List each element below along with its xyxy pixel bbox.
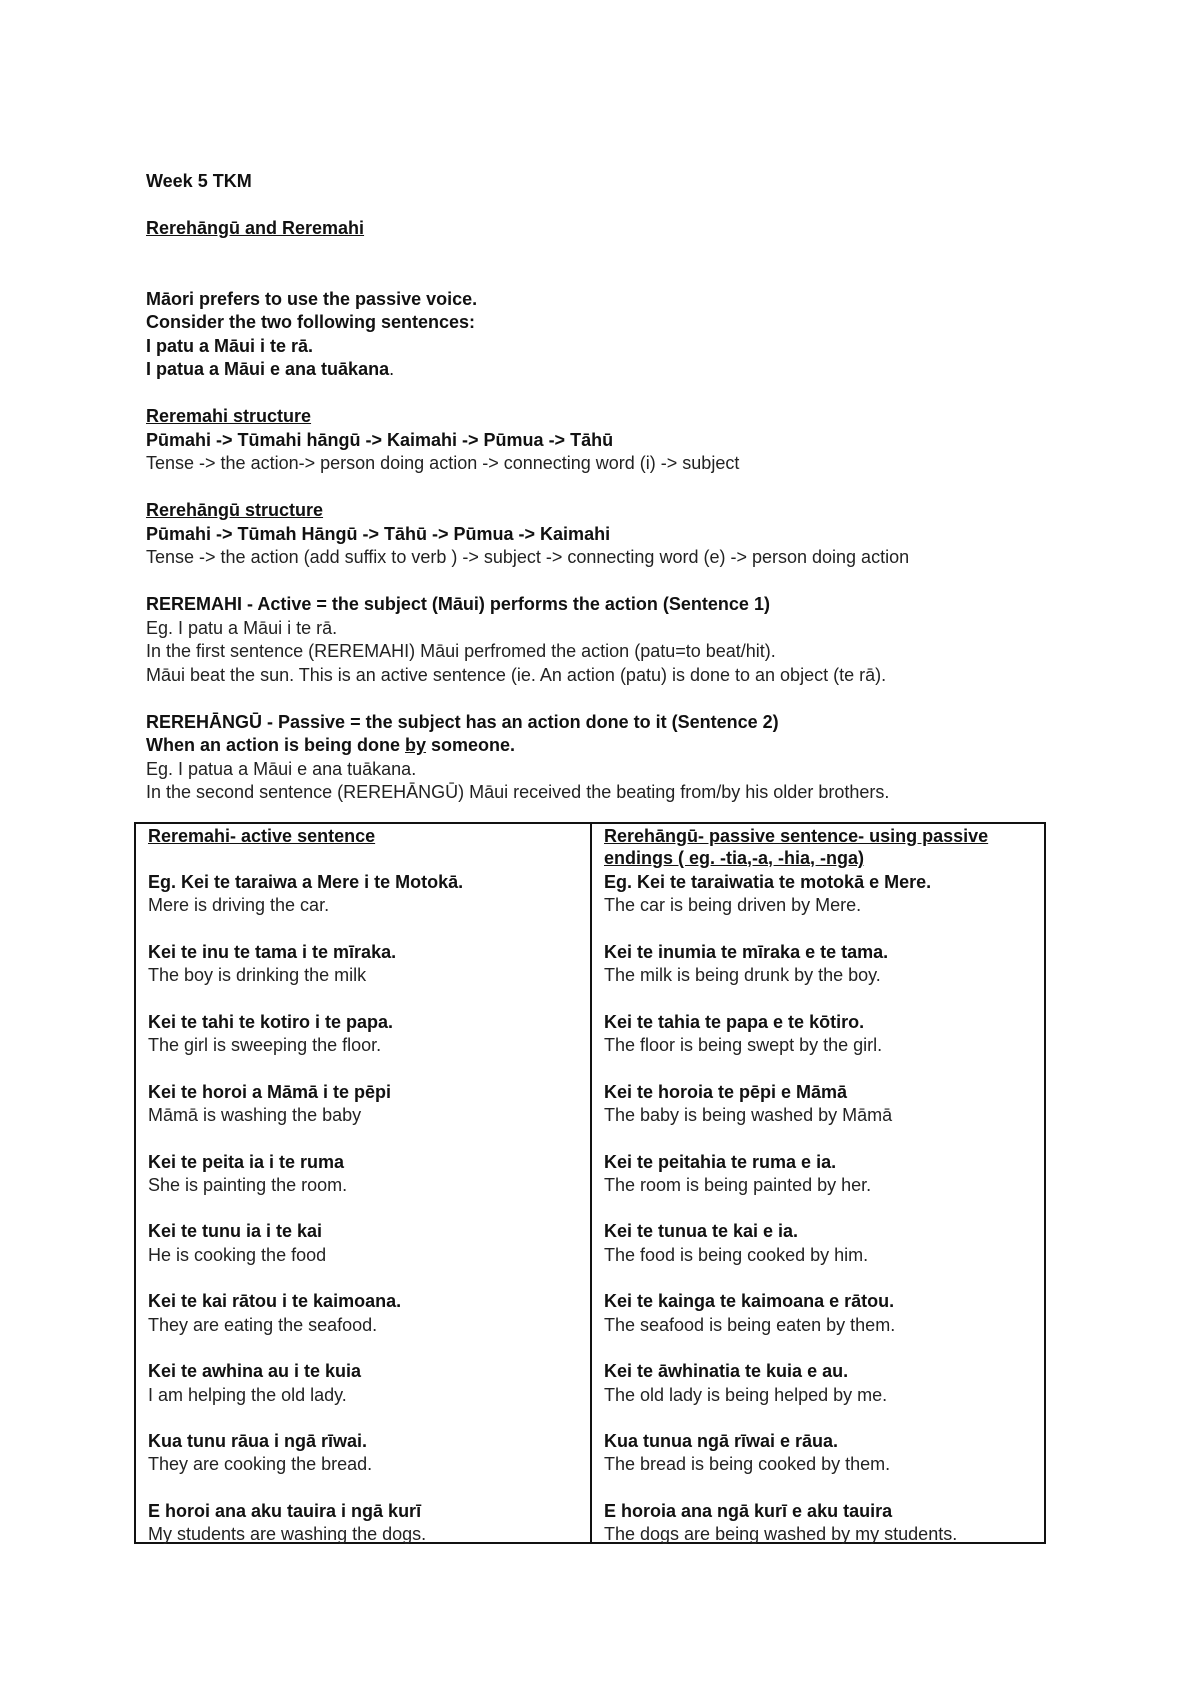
passive-subheading-by: by (405, 735, 427, 755)
active-sentence-pair (148, 1011, 580, 1058)
active-sentence-pair (148, 1151, 580, 1198)
passive-maori-sentence: E horoia ana ngā kurī e aku tauira (604, 1501, 893, 1522)
active-maori-sentence: Kei te peita ia i te ruma (148, 1151, 345, 1172)
active-maori-sentence: Kei te horoi a Māmā i te pēpi (148, 1081, 392, 1102)
passive-rows (604, 871, 1034, 1547)
passive-english-translation: The room is being painted by her. (604, 1174, 872, 1195)
passive-english-translation: The food is being cooked by him. (604, 1244, 869, 1265)
passive-sentence-pair (604, 1151, 1034, 1198)
passive-section-line-1: Eg. I patua a Māui e ana tuākana. (146, 758, 417, 779)
passive-maori-sentence: Kei te tahia te papa e te kōtiro. (604, 1011, 865, 1032)
passive-maori-sentence: Kei te peitahia te ruma e ia. (604, 1151, 837, 1172)
active-sentence-pair (148, 1430, 580, 1477)
passive-sentence-pair (604, 1081, 1034, 1128)
passive-sentence-pair (604, 1290, 1034, 1337)
active-sentence-pair (148, 1290, 580, 1337)
passive-sentence-pair (604, 1430, 1034, 1477)
active-maori-sentence: Kei te tahi te kotiro i te papa. (148, 1011, 394, 1032)
active-sentence-pair (148, 1360, 580, 1407)
active-english-translation: He is cooking the food (148, 1244, 327, 1265)
passive-english-translation: The baby is being washed by Māmā (604, 1104, 893, 1125)
active-maori-sentence: Kei te tunu ia i te kai (148, 1221, 323, 1242)
passive-column-header: Rerehāngū- passive sentence- using passive endings ( eg. -tia,-a, -hia, -nga) (604, 826, 989, 868)
intro-line-1: Māori prefers to use the passive voice. (146, 288, 478, 309)
passive-english-translation: The floor is being swept by the girl. (604, 1035, 883, 1056)
passive-sentence-pair (604, 1011, 1034, 1058)
active-section-line-1: Eg. I patu a Māui i te rā. (146, 617, 338, 638)
passive-section-heading: REREHĀNGŪ - Passive = the subject has an action done to it (Sentence 2) (146, 711, 779, 732)
rerehangu-structure-pattern: Pūmahi -> Tūmah Hāngū -> Tāhū -> Pūmua -> Kaimahi (146, 523, 611, 544)
active-sentence-pair (148, 1500, 580, 1547)
passive-english-translation: The dogs are being washed by my students. (604, 1524, 958, 1545)
active-maori-sentence: Eg. Kei te taraiwa a Mere i te Motokā. (148, 872, 464, 892)
active-rows (148, 871, 580, 1547)
passive-sentence-pair (604, 1360, 1034, 1407)
passive-english-translation: The bread is being cooked by them. (604, 1454, 891, 1475)
passive-english-translation: The car is being driven by Mere. (604, 895, 862, 916)
passive-maori-sentence: Eg. Kei te taraiwatia te motokā e Mere. (604, 872, 932, 892)
active-sentence-pair (148, 1081, 580, 1128)
intro-line-3: I patu a Māui i te rā. (146, 335, 314, 356)
intro-line-2: Consider the two following sentences: (146, 312, 476, 332)
passive-english-translation: The milk is being drunk by the boy. (604, 965, 881, 986)
active-maori-sentence: Kei te kai rātou i te kaimoana. (148, 1291, 402, 1312)
passive-maori-sentence: Kei te tunua te kai e ia. (604, 1221, 799, 1242)
passive-subheading-pre: When an action is being done (146, 735, 406, 755)
passive-maori-sentence: Kei te āwhinatia te kuia e au. (604, 1361, 849, 1382)
reremahi-structure-explanation: Tense -> the action-> person doing action -> connecting word (i) -> subject (146, 453, 740, 473)
active-column (136, 824, 590, 1545)
active-section-heading: REREMAHI - Active = the subject (Māui) performs the action (Sentence 1) (146, 594, 770, 614)
active-english-translation: She is painting the room. (148, 1174, 348, 1195)
active-english-translation: They are cooking the bread. (148, 1454, 373, 1475)
passive-english-translation: The old lady is being helped by me. (604, 1384, 888, 1405)
intro-line-4 (146, 358, 1046, 382)
reremahi-structure-pattern: Pūmahi -> Tūmahi hāngū -> Kaimahi -> Pūmua -> Tāhū (146, 429, 614, 450)
intro-line-4-tail: . (389, 359, 395, 379)
passive-sentence-pair (604, 871, 1034, 918)
active-maori-sentence: Kua tunu rāua i ngā rīwai. (148, 1431, 368, 1452)
passive-section-subheading (146, 734, 1046, 758)
active-english-translation: I am helping the old lady. (148, 1384, 347, 1405)
active-english-translation: The girl is sweeping the floor. (148, 1035, 382, 1056)
active-column-header: Reremahi- active sentence (148, 826, 376, 846)
reremahi-structure-heading: Reremahi structure (146, 406, 312, 426)
active-maori-sentence: E horoi ana aku tauira i ngā kurī (148, 1501, 422, 1522)
rerehangu-structure-explanation: Tense -> the action (add suffix to verb ) -> subject -> connecting word (e) -> person doing action (146, 547, 910, 567)
document-body (146, 170, 1046, 805)
active-english-translation: Māmā is washing the baby (148, 1104, 362, 1125)
rerehangu-structure-heading: Rerehāngū structure (146, 500, 324, 520)
active-sentence-pair (148, 941, 580, 988)
active-section-line-3: Māui beat the sun. This is an active sentence (ie. An action (patu) is done to an object (te rā). (146, 664, 887, 685)
active-english-translation: They are eating the seafood. (148, 1314, 378, 1335)
passive-sentence-pair (604, 1220, 1034, 1267)
passive-column (590, 824, 1044, 1545)
passive-maori-sentence: Kei te kainga te kaimoana e rātou. (604, 1291, 895, 1312)
passive-subheading-post: someone. (426, 735, 516, 755)
passive-sentence-pair (604, 1500, 1034, 1547)
passive-maori-sentence: Kei te inumia te mīraka e te tama. (604, 941, 889, 962)
passive-sentence-pair (604, 941, 1034, 988)
doc-title: Week 5 TKM (146, 171, 252, 191)
active-english-translation: The boy is drinking the milk (148, 965, 367, 986)
passive-english-translation: The seafood is being eaten by them. (604, 1314, 896, 1335)
intro-line-4-text: I patua a Māui e ana tuākana (146, 359, 390, 379)
active-sentence-pair (148, 1220, 580, 1267)
comparison-table (134, 822, 1046, 1544)
passive-maori-sentence: Kua tunua ngā rīwai e rāua. (604, 1431, 839, 1452)
active-english-translation: My students are washing the dogs. (148, 1524, 427, 1545)
active-section-line-2: In the first sentence (REREMAHI) Māui perfromed the action (patu=to beat/hit). (146, 641, 776, 661)
active-maori-sentence: Kei te inu te tama i te mīraka. (148, 941, 397, 962)
doc-heading: Rerehāngū and Reremahi (146, 218, 365, 238)
active-english-translation: Mere is driving the car. (148, 895, 330, 916)
active-maori-sentence: Kei te awhina au i te kuia (148, 1361, 362, 1382)
passive-maori-sentence: Kei te horoia te pēpi e Māmā (604, 1081, 848, 1102)
passive-section-line-2: In the second sentence (REREHĀNGŪ) Māui received the beating from/by his older brothers. (146, 782, 890, 802)
active-sentence-pair (148, 871, 580, 918)
